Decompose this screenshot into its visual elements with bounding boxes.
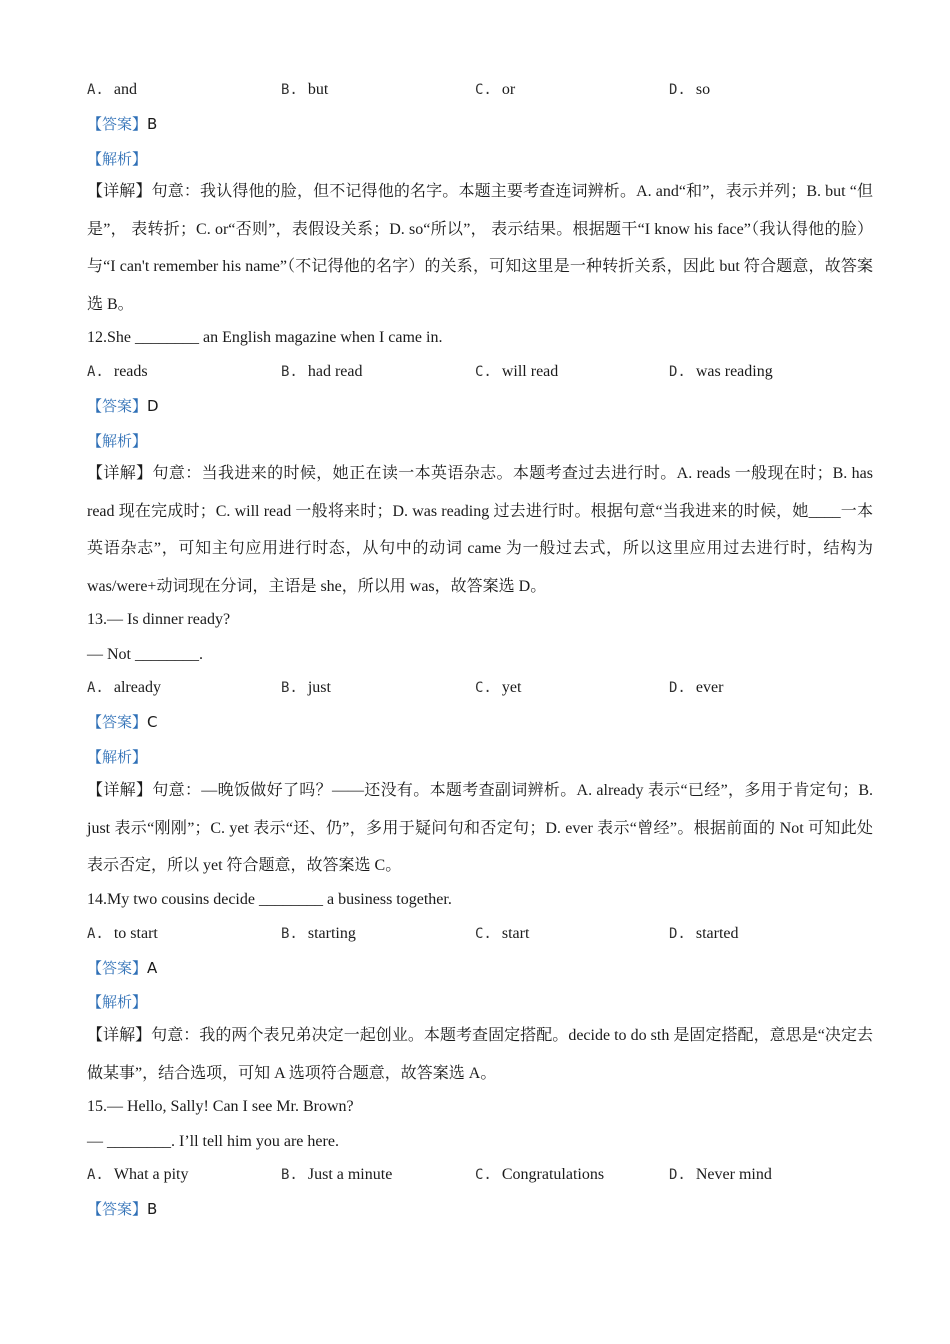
q12-stem: 12.She ________ an English magazine when I came in. bbox=[87, 329, 443, 346]
q12-option-d: D. was reading bbox=[669, 363, 773, 380]
q14-analysis-label: 【解析】 bbox=[87, 993, 148, 1011]
q13-option-a: A. already bbox=[87, 679, 161, 696]
q12-option-a: A. reads bbox=[87, 363, 148, 380]
q12-analysis-label: 【解析】 bbox=[87, 432, 148, 450]
q14-detail: 【详解】句意：我的两个表兄弟决定一起创业。本题考查固定搭配。decide to do sth 是固定搭配，意思是“决定去做某事”，结合选项，可知 A 选项符合题意，故答案选 A。 bbox=[87, 1027, 873, 1082]
q13-detail: 【详解】句意：—晚饭做好了吗？——还没有。本题考查副词辨析。A. already 表示“已经”，多用于肯定句；B. just 表示“刚刚”；C. yet 表示“还、仍”，多用于疑问句和否定句；D. ever 表示“曾经”。根据前面的 Not 可知此处表示否定，所以 yet 符合题意，故答案选 C。 bbox=[87, 782, 873, 874]
q11-analysis-label: 【解析】 bbox=[87, 150, 148, 168]
q13-option-b: B. just bbox=[281, 679, 331, 696]
q13-answer: 【答案】C bbox=[87, 713, 158, 731]
q12-option-b: B. had read bbox=[281, 363, 363, 380]
q14-option-b: B. starting bbox=[281, 925, 356, 942]
q11-answer: 【答案】B bbox=[87, 115, 158, 133]
q14-option-c: C. start bbox=[475, 925, 530, 942]
q15-options bbox=[87, 1166, 867, 1188]
q12-options bbox=[87, 363, 867, 385]
q13-stem-line2: — Not ________. bbox=[87, 646, 203, 663]
q13-option-c: C. yet bbox=[475, 679, 522, 696]
q15-option-a: A. What a pity bbox=[87, 1166, 189, 1183]
q14-stem: 14.My two cousins decide ________ a business together. bbox=[87, 891, 452, 908]
q11-detail: 【详解】句意：我认得他的脸，但不记得他的名字。本题主要考查连词辨析。A. and“和”，表示并列；B. but “但是”， 表转折；C. or“否则”，表假设关系；D. so“所以”， 表示结果。根据题干“I know his face”（我认得他的脸）与“I can't remember his name”（不记得他的名字）的关系，可知这里是一种转折关系，因此 but 符合题意，故答案选 B。 bbox=[87, 183, 873, 313]
q11-options bbox=[87, 81, 867, 103]
q11-option-b: B. but bbox=[281, 81, 329, 98]
q12-detail: 【详解】句意：当我进来的时候，她正在读一本英语杂志。本题考查过去进行时。A. reads 一般现在时；B. has read 现在完成时；C. will read 一般将来时；D. was reading 过去进行时。根据句意“当我进来的时候，她____一本英语杂志”，可知主句应用进行时态，从句中的动词 came 为一般过去式，所以这里应用过去进行时，结构为 was/were+动词现在分词，主语是 she，所以用 was，故答案选 D。 bbox=[87, 465, 873, 595]
q15-answer: 【答案】B bbox=[87, 1200, 158, 1218]
q12-answer: 【答案】D bbox=[87, 397, 159, 415]
q14-options bbox=[87, 925, 867, 947]
q11-option-a: A. and bbox=[87, 81, 137, 98]
q11-option-c: C. or bbox=[475, 81, 516, 98]
q13-option-d: D. ever bbox=[669, 679, 724, 696]
q13-analysis-label: 【解析】 bbox=[87, 748, 148, 766]
q11-option-d: D. so bbox=[669, 81, 711, 98]
q12-option-c: C. will read bbox=[475, 363, 559, 380]
q15-option-d: D. Never mind bbox=[669, 1166, 772, 1183]
q15-option-b: B. Just a minute bbox=[281, 1166, 393, 1183]
q14-option-a: A. to start bbox=[87, 925, 158, 942]
q13-stem-line1: 13.— Is dinner ready? bbox=[87, 611, 231, 628]
q15-option-c: C. Congratulations bbox=[475, 1166, 605, 1183]
q14-option-d: D. started bbox=[669, 925, 739, 942]
q15-stem-line2: — ________. I’ll tell him you are here. bbox=[87, 1133, 339, 1150]
q13-options bbox=[87, 679, 867, 701]
q15-stem-line1: 15.— Hello, Sally! Can I see Mr. Brown? bbox=[87, 1098, 354, 1115]
q14-answer: 【答案】A bbox=[87, 959, 158, 977]
